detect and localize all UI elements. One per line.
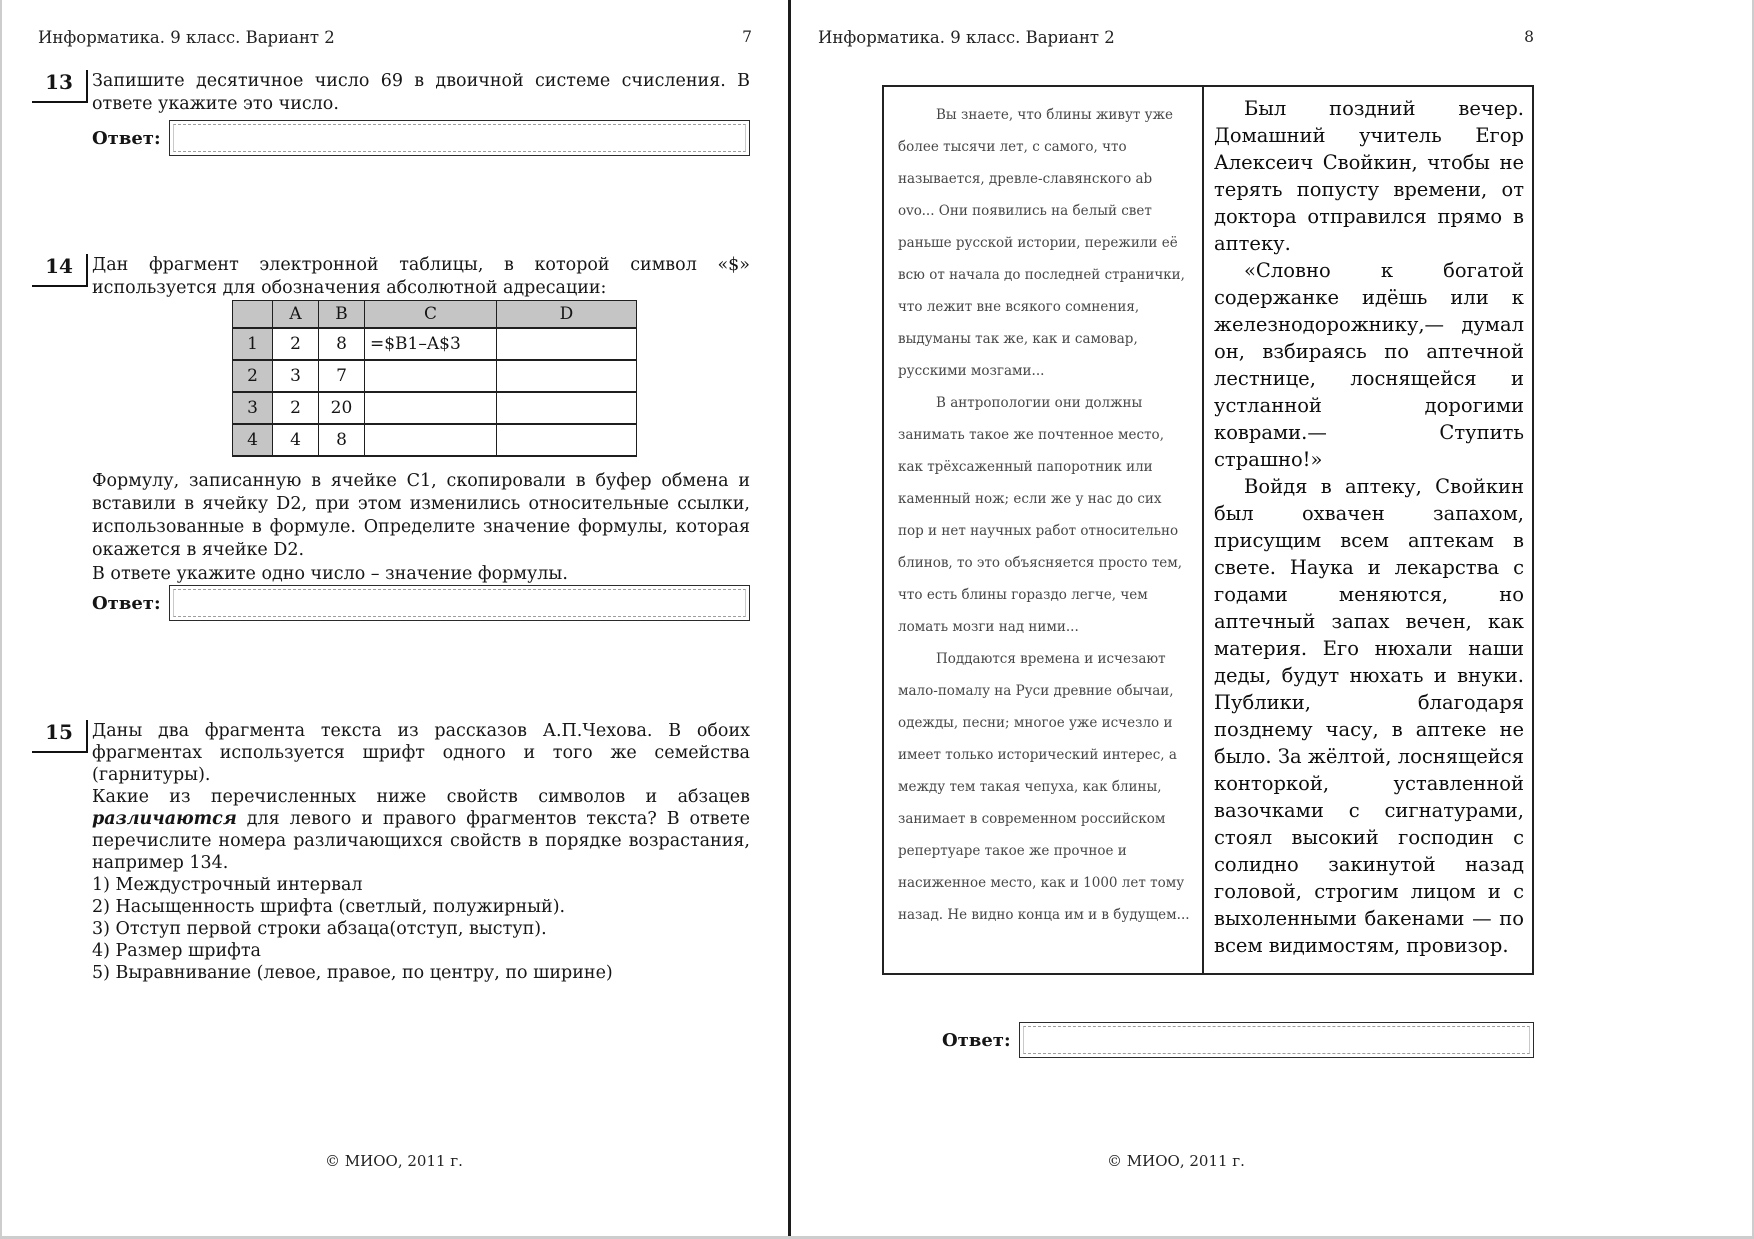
answer-field-writing-area [173,124,746,152]
question-15-marker: 15 [32,720,88,753]
fragment-paragraph: Поддаются времена и исчезают мало-помалу на Руси древние обычаи, одежды, песни; многое уже исчезло и имеет только исторический интерес, а между тем такая чепуха, как блины, занимает в современном российском репертуаре такое же прочное и насиженное место, как и 1000 лет тому назад. Не видно конца им и в будущем... [898,651,1190,923]
option-3: 3) Отступ первой строки абзаца(отступ, выступ). [92,919,547,939]
question-15-emphasized-word: различаются [92,809,237,829]
row-number: 3 [233,392,273,424]
question-15-paragraph-2 [92,786,750,874]
cell-b1: 8 [319,328,365,360]
question-14-answer-field[interactable] [169,585,750,621]
question-15-p2-post: для левого и правого фрагментов текста? В ответе перечислите номера различающихся свойств в порядке возрастания, например 134. [92,809,750,873]
spreadsheet-row-4 [233,424,637,456]
cell-d2 [497,360,637,392]
question-14-answer-row [92,585,750,621]
fragment-paragraph: Был поздний вечер. Домашний учитель Егор Алексеич Свойкин, чтобы не терять попусту времени, от доктора отправился прямо в аптеку. [1214,97,1524,255]
page-7-number: 7 [742,28,752,46]
text-fragments-table [882,85,1534,975]
spreadsheet-table [232,300,637,457]
cell-a3: 2 [273,392,319,424]
option-2: 2) Насыщенность шрифта (светлый, полужирный). [92,897,566,917]
question-15-text [92,720,750,984]
fragment-paragraph: В антропологии они должны занимать такое же почтенное место, как трёхсаженный папоротник или каменный нож; если же у нас до сих пор и нет научных работ относительно блинов, то это объясняется просто тем, что есть блины гораздо легче, чем ломать мозги над ними... [898,395,1183,635]
question-15-options [92,874,750,984]
option-1: 1) Междустрочный интервал [92,875,363,895]
spreadsheet-row-3 [233,392,637,424]
question-13-marker: 13 [32,70,88,103]
spreadsheet-row-1 [233,328,637,360]
cell-c1-formula: =$B1–A$3 [365,328,497,360]
spreadsheet-header-row [233,301,637,328]
question-13-answer-field[interactable] [169,120,750,156]
question-15-p2-pre: Какие из перечисленных ниже свойств символов и абзацев [92,787,750,807]
answer-field-writing-area [173,589,746,617]
row-number: 1 [233,328,273,360]
spreadsheet-corner-cell [233,301,273,328]
page-7-header-title: Информатика. 9 класс. Вариант 2 [38,28,335,47]
question-15-paragraph-1: Даны два фрагмента текста из рассказов А.П.Чехова. В обоих фрагментах используется шрифт одного и того же семейства (гарнитуры). [92,721,750,785]
answer-label: Ответ: [92,127,161,149]
cell-d4 [497,424,637,456]
page-divider [788,0,791,1239]
page-8-header-title: Информатика. 9 класс. Вариант 2 [818,28,1115,47]
option-4: 4) Размер шрифта [92,941,261,961]
cell-b4: 8 [319,424,365,456]
column-header-a: A [273,301,319,328]
option-5: 5) Выравнивание (левое, правое, по центру, по ширине) [92,963,613,983]
page-7-footer: © МИОО, 2011 г. [325,1152,463,1170]
fragment-paragraph: Вы знаете, что блины живут уже более тысячи лет, с самого, что называется, древле-славянского ab ovo... Они появились на белый свет раньше русской истории, пережили её всю от начала до последней странички, что лежит вне всякого сомнения, выдуманы так же, как и самовар, русскими мозгами... [898,107,1185,379]
row-number: 4 [233,424,273,456]
answer-field-writing-area [1023,1026,1530,1054]
page-8-footer: © МИОО, 2011 г. [1107,1152,1245,1170]
cell-b3: 20 [319,392,365,424]
question-14-intro: Дан фрагмент электронной таблицы, в которой символ «$» используется для обозначения абсолютной адресации: [92,255,750,298]
question-13-text: Запишите десятичное число 69 в двоичной системе счисления. В ответе укажите это число. [92,71,750,114]
cell-a2: 3 [273,360,319,392]
fragment-paragraph: Войдя в аптеку, Свойкин был охвачен запахом, присущим всем аптекам в свете. Наука и лекарства с годами меняются, но аптечный запах вечен, как материя. Его нюхали наши деды, будут нюхать и внуки. Публики, благодаря позднему часу, в аптеке не было. За жёлтой, лоснящейся конторкой, уставленной вазочками с сигнатурами, стоял высокий господин с солидно закинутой назад головой, строгим лицом и с выхоленными бакенами — по всем видимостям, провизор. [1214,475,1524,957]
column-header-b: B [319,301,365,328]
answer-label: Ответ: [942,1029,1011,1051]
spreadsheet-row-2 [233,360,637,392]
page-8-number: 8 [1524,28,1534,46]
cell-a1: 2 [273,328,319,360]
question-14-marker: 14 [32,254,88,287]
question-14-body: Формулу, записанную в ячейке C1, скопировали в буфер обмена и вставили в ячейку D2, при этом изменились относительные ссылки, использованные в формуле. Определите значение формулы, которая окажется в ячейке D2. [92,471,750,560]
text-fragment-left [884,87,1204,973]
question-15-answer-row [942,1022,1534,1058]
question-14-note: В ответе укажите одно число – значение формулы. [92,564,568,584]
question-15-answer-field[interactable] [1019,1022,1534,1058]
column-header-c: C [365,301,497,328]
cell-c2 [365,360,497,392]
column-header-d: D [497,301,637,328]
cell-d1 [497,328,637,360]
row-number: 2 [233,360,273,392]
question-13-answer-row [92,120,750,156]
answer-label: Ответ: [92,592,161,614]
cell-c3 [365,392,497,424]
cell-a4: 4 [273,424,319,456]
cell-d3 [497,392,637,424]
fragment-paragraph: «Словно к богатой содержанке идёшь или к железнодорожнику,— думал он, взбираясь по аптечной лестнице, лоснящейся и устланной дорогими коврами.— Ступить страшно!» [1214,259,1524,471]
cell-b2: 7 [319,360,365,392]
text-fragment-right [1204,87,1532,973]
cell-c4 [365,424,497,456]
